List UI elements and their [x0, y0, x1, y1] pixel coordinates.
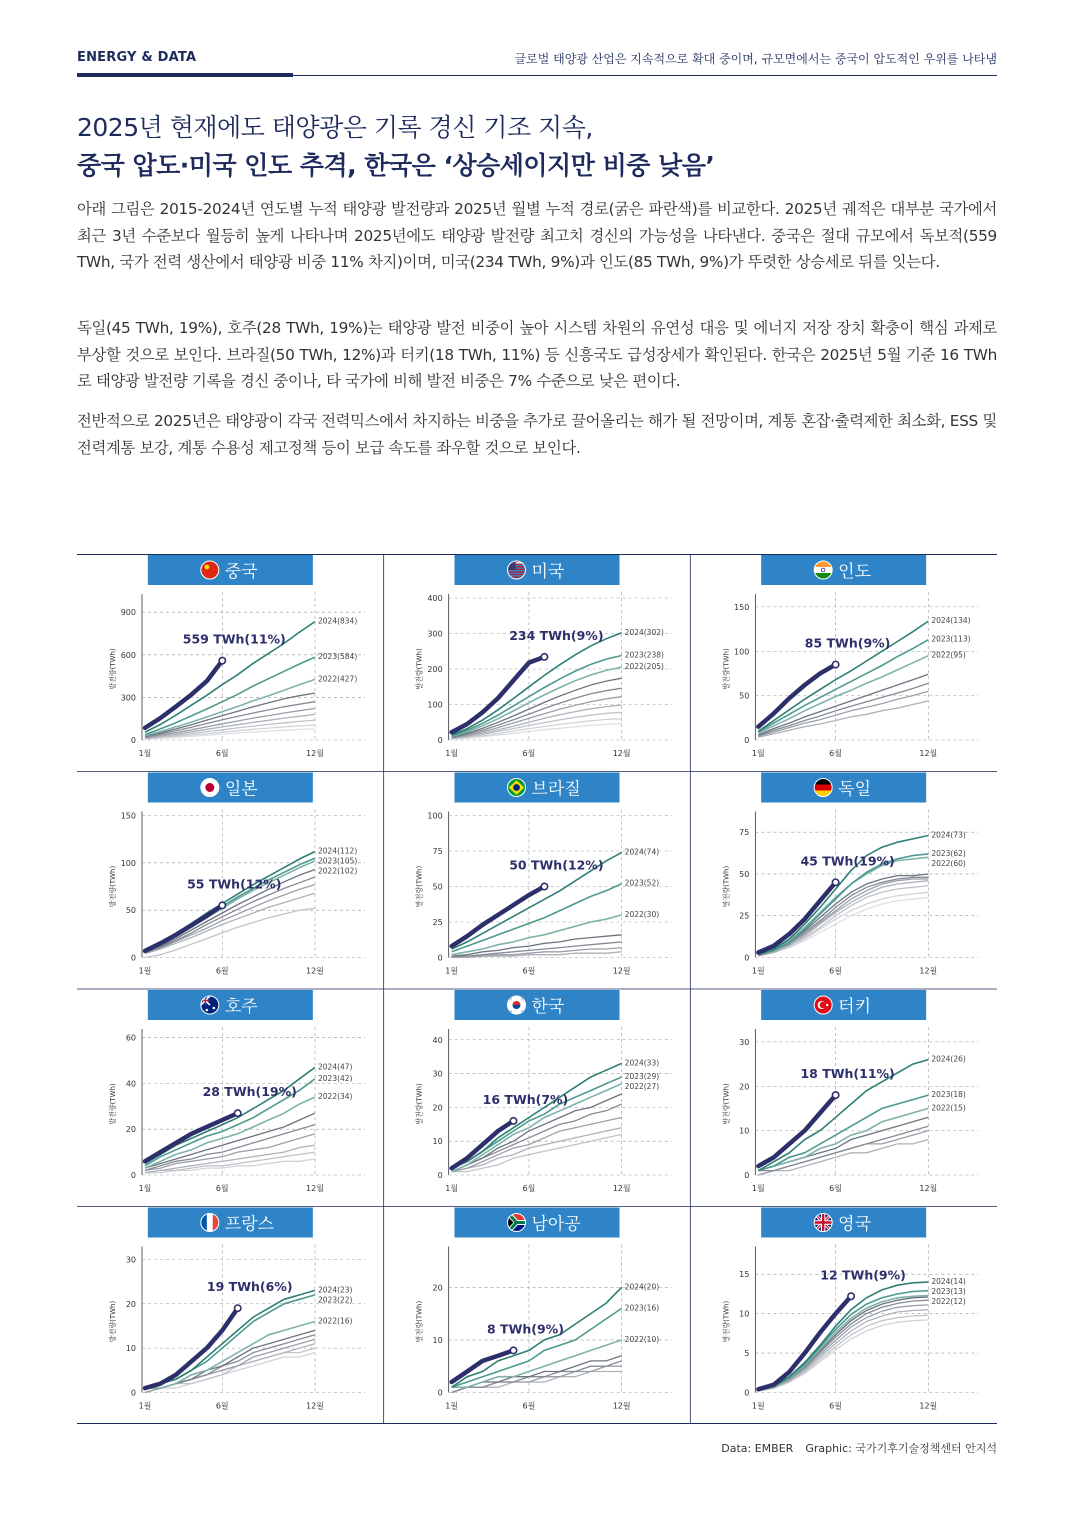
- series-line-2024: [452, 1287, 622, 1387]
- data-source: Data: EMBER: [721, 1442, 794, 1455]
- series-line-2022: [145, 679, 315, 735]
- current-value-label: 234 TWh(9%): [509, 627, 604, 643]
- x-tick-label: 1월: [445, 966, 459, 976]
- x-tick-label: 1월: [138, 749, 152, 758]
- current-value-label: 28 TWh(19%): [202, 1084, 297, 1100]
- x-tick-label: 6월: [522, 966, 536, 976]
- x-tick-label: 6월: [829, 749, 843, 758]
- current-endpoint-marker: [832, 1092, 838, 1098]
- x-tick-label: 6월: [522, 749, 536, 758]
- current-value-label: 559 TWh(11%): [182, 631, 286, 647]
- series-end-label: 2024(134): [931, 616, 971, 626]
- series-end-label: 2022(102): [318, 866, 358, 876]
- page-title-line1: 2025년 현재에도 태양광은 기록 경신 기조 지속,: [77, 113, 593, 142]
- x-tick-label: 6월: [215, 966, 229, 976]
- body-paragraph-2: 독일(45 TWh, 19%), 호주(28 TWh, 19%)는 태양광 발전 비중이 높아 시스템 차원의 유연성 대응 및 에너지 저장 장치 확충이 핵심 과제로 부상할 것으로 보인다. 브라질(50 TWh, 12%)과 터키(18 TWh, 11%) 등 신흥국도 급성장세가 확인된다. 한국은 2025년 5월 기준 16 TWh로 태양광 발전량 기록을 경신 중이나, 타 국가에 비해 발전 비중은 7% 수준으로 낮은 편이다.: [77, 319, 997, 390]
- country-chart-france: [108, 1208, 365, 1411]
- y-tick-label: 0: [437, 953, 443, 963]
- older-year-line: [758, 683, 928, 735]
- header-accent-bar: [77, 73, 293, 77]
- series-end-label: 2023(62): [931, 848, 966, 858]
- series-end-label: 2022(30): [624, 909, 660, 919]
- y-tick-label: 30: [739, 1037, 750, 1047]
- series-end-label: 2022(12): [931, 1297, 966, 1307]
- y-tick-label: 10: [125, 1344, 136, 1354]
- series-end-label: 2024(73): [931, 830, 966, 840]
- x-tick-label: 6월: [215, 1184, 229, 1193]
- series-end-label: 2024(834): [318, 616, 358, 626]
- body-paragraph-3: 전반적으로 2025년은 태양광이 각국 전력믹스에서 차지하는 비중을 추가로 끌어올리는 해가 될 전망이며, 계통 혼잡·출력제한 최소화, ESS 및 전력계통 보강, 계통 수용성 제고정책 등이 보급 속도를 좌우할 것으로 보인다.: [77, 412, 997, 457]
- country-chart-brazil: [415, 773, 672, 976]
- current-endpoint-marker: [219, 902, 225, 908]
- x-tick-label: 12월: [612, 749, 631, 758]
- current-value-label: 18 TWh(11%): [800, 1066, 895, 1082]
- x-tick-label: 6월: [215, 749, 229, 758]
- x-tick-label: 1월: [138, 1184, 152, 1193]
- graphic-credit: Graphic: 국가기후기술정책센터 안지석: [805, 1442, 997, 1455]
- x-tick-label: 6월: [522, 1401, 536, 1411]
- country-charts-grid: [77, 554, 997, 1424]
- y-axis-label: 발전량(TWh): [722, 1083, 731, 1125]
- current-endpoint-marker: [235, 1305, 241, 1311]
- y-tick-label: 100: [427, 700, 443, 710]
- current-value-label: 85 TWh(9%): [804, 635, 891, 651]
- country-charts-svg: [77, 554, 997, 1424]
- x-tick-label: 6월: [215, 1401, 229, 1411]
- credit-line: [709, 1440, 997, 1456]
- y-tick-label: 150: [734, 602, 750, 612]
- older-year-line: [452, 1104, 622, 1172]
- series-line-2025: [145, 905, 222, 951]
- series-end-label: 2024(112): [318, 846, 358, 856]
- series-end-label: 2023(584): [318, 652, 358, 662]
- y-tick-label: 50: [739, 869, 750, 879]
- series-end-label: 2023(113): [931, 634, 971, 644]
- country-chart-australia: [108, 990, 365, 1193]
- y-tick-label: 5: [744, 1349, 750, 1359]
- series-end-label: 2022(205): [624, 662, 664, 672]
- y-tick-label: 300: [120, 693, 136, 703]
- country-chart-southafrica: [415, 1208, 672, 1411]
- y-tick-label: 0: [130, 1388, 136, 1398]
- older-year-line: [452, 719, 622, 739]
- series-end-label: 2024(23): [318, 1285, 353, 1295]
- chart-title: 일본: [224, 779, 258, 800]
- country-chart-germany: [721, 773, 978, 976]
- body-paragraph-1: 아래 그림은 2015-2024년 연도별 누적 태양광 발전량과 2025년 월별 누적 경로(굵은 파란색)를 비교한다. 2025년 궤적은 대부분 국가에서 최근 3년 수준보다 월등히 높게 나타나며 2025년에도 태양광 발전량 최고치 경신의 가능성을 나타낸다. 중국은 절대 규모에서 독보적(559 TWh, 국가 전력 생산에서 태양광 비중 11% 차지)이며, 미국(234 TWh, 9%)과 인도(85 TWh, 9%)가 뚜렷한 상승세로 뒤를 잇는다.: [77, 200, 997, 271]
- y-tick-label: 15: [739, 1270, 750, 1280]
- current-value-label: 16 TWh(7%): [482, 1091, 569, 1107]
- older-year-line: [758, 1140, 928, 1176]
- y-tick-label: 0: [437, 1171, 443, 1180]
- current-endpoint-marker: [510, 1347, 516, 1353]
- current-endpoint-marker: [235, 1110, 241, 1116]
- series-line-2022: [758, 656, 928, 733]
- y-axis-label: 발전량(TWh): [415, 1300, 424, 1343]
- x-tick-label: 12월: [612, 966, 631, 976]
- series-end-label: 2024(26): [931, 1054, 966, 1064]
- current-endpoint-marker: [510, 1118, 516, 1124]
- current-value-label: 8 TWh(9%): [487, 1321, 564, 1337]
- chart-title: 호주: [224, 997, 258, 1017]
- y-tick-label: 75: [739, 828, 750, 838]
- x-tick-label: 6월: [829, 966, 843, 976]
- x-tick-label: 1월: [751, 1184, 765, 1193]
- chart-title: 독일: [838, 779, 872, 800]
- x-tick-label: 12월: [306, 1184, 324, 1193]
- chart-title: 남아공: [531, 1214, 581, 1235]
- y-tick-label: 50: [739, 691, 750, 701]
- x-tick-label: 12월: [612, 1184, 631, 1193]
- y-tick-label: 0: [130, 953, 136, 963]
- current-value-label: 19 TWh(6%): [206, 1279, 293, 1295]
- y-tick-label: 100: [734, 647, 750, 657]
- series-end-label: 2023(29): [624, 1071, 660, 1081]
- series-line-2025: [452, 657, 545, 732]
- series-end-label: 2022(10): [624, 1334, 660, 1344]
- older-year-line: [145, 908, 315, 957]
- chart-title: 프랑스: [224, 1214, 275, 1235]
- y-tick-label: 25: [739, 911, 750, 921]
- x-tick-label: 12월: [306, 966, 324, 976]
- current-value-label: 45 TWh(19%): [800, 853, 895, 869]
- series-end-label: 2024(74): [624, 847, 660, 857]
- x-tick-label: 6월: [829, 1184, 843, 1193]
- y-tick-label: 100: [120, 858, 136, 868]
- y-tick-label: 20: [432, 1283, 443, 1293]
- chart-title: 인도: [838, 562, 872, 582]
- y-tick-label: 60: [125, 1033, 136, 1043]
- x-tick-label: 1월: [445, 1401, 459, 1411]
- x-tick-label: 1월: [751, 749, 765, 758]
- series-end-label: 2024(20): [624, 1282, 660, 1292]
- older-year-line: [452, 1118, 622, 1172]
- y-tick-label: 40: [125, 1079, 136, 1089]
- y-tick-label: 20: [125, 1125, 136, 1135]
- section-label: ENERGY & DATA: [77, 50, 197, 65]
- y-tick-label: 400: [427, 594, 443, 603]
- y-axis-label: 발전량(TWh): [722, 648, 731, 690]
- current-value-label: 55 TWh(12%): [187, 876, 282, 892]
- header-summary: 글로벌 태양광 산업은 지속적으로 확대 중이며, 규모면에서는 중국이 압도적인 우위를 나타냄: [514, 52, 997, 66]
- y-axis-label: 발전량(TWh): [109, 1300, 117, 1343]
- y-tick-label: 0: [437, 736, 443, 745]
- x-tick-label: 12월: [919, 749, 938, 758]
- series-end-label: 2023(238): [624, 650, 664, 660]
- series-end-label: 2024(302): [624, 627, 664, 637]
- older-year-line: [145, 1353, 315, 1393]
- current-endpoint-marker: [832, 661, 838, 667]
- series-end-label: 2023(42): [318, 1073, 353, 1083]
- y-tick-label: 75: [432, 847, 443, 856]
- y-tick-label: 0: [744, 736, 750, 745]
- y-tick-label: 20: [432, 1103, 443, 1113]
- series-end-label: 2023(22): [318, 1295, 353, 1305]
- y-tick-label: 30: [432, 1069, 443, 1079]
- chart-title: 중국: [224, 562, 258, 582]
- country-chart-turkey: [721, 990, 978, 1193]
- y-tick-label: 200: [427, 665, 443, 674]
- series-end-label: 2022(34): [318, 1092, 353, 1102]
- country-chart-uk: [721, 1208, 978, 1411]
- y-tick-label: 0: [744, 953, 750, 963]
- x-tick-label: 12월: [919, 1184, 938, 1193]
- chart-title: 미국: [531, 562, 565, 582]
- current-value-label: 12 TWh(9%): [820, 1267, 906, 1283]
- x-tick-label: 1월: [751, 1401, 765, 1411]
- x-tick-label: 1월: [751, 966, 765, 976]
- y-tick-label: 30: [125, 1255, 136, 1265]
- country-chart-usa: [415, 555, 672, 758]
- y-axis-label: 발전량(TWh): [109, 865, 117, 908]
- series-end-label: 2023(16): [624, 1303, 660, 1313]
- x-tick-label: 12월: [919, 966, 938, 976]
- y-axis-label: 발전량(TWh): [722, 865, 731, 908]
- current-endpoint-marker: [832, 879, 838, 885]
- y-tick-label: 150: [120, 811, 136, 821]
- series-end-label: 2022(95): [931, 650, 966, 660]
- y-tick-label: 10: [739, 1309, 750, 1319]
- chart-title: 한국: [531, 997, 565, 1017]
- y-tick-label: 50: [432, 882, 443, 892]
- series-end-label: 2023(105): [318, 856, 358, 866]
- series-end-label: 2024(14): [931, 1277, 966, 1287]
- y-tick-label: 50: [125, 906, 136, 916]
- y-tick-label: 0: [437, 1388, 443, 1398]
- y-tick-label: 100: [427, 811, 443, 821]
- y-axis-label: 발전량(TWh): [109, 648, 117, 690]
- x-tick-label: 12월: [919, 1401, 938, 1411]
- y-tick-label: 0: [744, 1171, 750, 1180]
- country-chart-japan: [108, 773, 365, 976]
- x-tick-label: 12월: [306, 749, 324, 758]
- country-chart-china: [108, 555, 365, 758]
- series-end-label: 2023(18): [931, 1090, 966, 1100]
- y-axis-label: 발전량(TWh): [415, 648, 424, 690]
- current-endpoint-marker: [848, 1293, 854, 1299]
- series-end-label: 2024(47): [318, 1062, 353, 1072]
- y-tick-label: 900: [120, 608, 136, 618]
- series-end-label: 2022(60): [931, 858, 966, 868]
- page-title-line2: 중국 압도·미국 인도 추격, 한국은 ‘상승세이지만 비중 낮음’: [77, 151, 715, 180]
- y-tick-label: 20: [739, 1082, 750, 1092]
- series-end-label: 2022(16): [318, 1316, 353, 1326]
- y-tick-label: 10: [432, 1335, 443, 1345]
- y-tick-label: 600: [120, 650, 136, 660]
- x-tick-label: 6월: [829, 1401, 843, 1411]
- y-axis-label: 발전량(TWh): [415, 1083, 424, 1125]
- chart-title: 터키: [838, 997, 872, 1017]
- country-chart-korea: [415, 990, 672, 1193]
- y-tick-label: 20: [125, 1299, 136, 1309]
- series-end-label: 2023(52): [624, 878, 660, 888]
- country-chart-india: [721, 555, 978, 758]
- y-axis-label: 발전량(TWh): [109, 1083, 117, 1125]
- x-tick-label: 1월: [138, 966, 152, 976]
- y-tick-label: 300: [427, 629, 443, 639]
- y-tick-label: 10: [739, 1126, 750, 1136]
- y-tick-label: 10: [432, 1137, 443, 1147]
- current-endpoint-marker: [541, 883, 547, 889]
- x-tick-label: 1월: [138, 1401, 152, 1411]
- y-tick-label: 40: [432, 1035, 443, 1045]
- series-line-2025: [145, 661, 222, 728]
- x-tick-label: 1월: [445, 749, 459, 758]
- y-tick-label: 0: [744, 1388, 750, 1398]
- chart-title: 브라질: [531, 779, 581, 800]
- series-line-2024: [145, 1290, 315, 1388]
- chart-title: 영국: [838, 1214, 872, 1235]
- x-tick-label: 12월: [306, 1401, 324, 1411]
- current-endpoint-marker: [219, 657, 225, 663]
- series-end-label: 2023(13): [931, 1287, 966, 1297]
- y-tick-label: 0: [130, 1171, 136, 1180]
- series-end-label: 2022(427): [318, 674, 358, 684]
- y-tick-label: 25: [432, 918, 443, 927]
- series-line-2023: [452, 884, 622, 952]
- x-tick-label: 6월: [522, 1184, 536, 1193]
- y-axis-label: 발전량(TWh): [722, 1300, 731, 1343]
- current-value-label: 50 TWh(12%): [509, 857, 604, 873]
- y-tick-label: 0: [130, 736, 136, 745]
- series-end-label: 2022(15): [931, 1103, 966, 1113]
- x-tick-label: 12월: [612, 1401, 631, 1411]
- x-tick-label: 1월: [445, 1184, 459, 1193]
- current-endpoint-marker: [541, 654, 547, 660]
- series-end-label: 2022(27): [624, 1081, 660, 1091]
- y-axis-label: 발전량(TWh): [415, 865, 424, 908]
- series-end-label: 2024(33): [624, 1058, 660, 1068]
